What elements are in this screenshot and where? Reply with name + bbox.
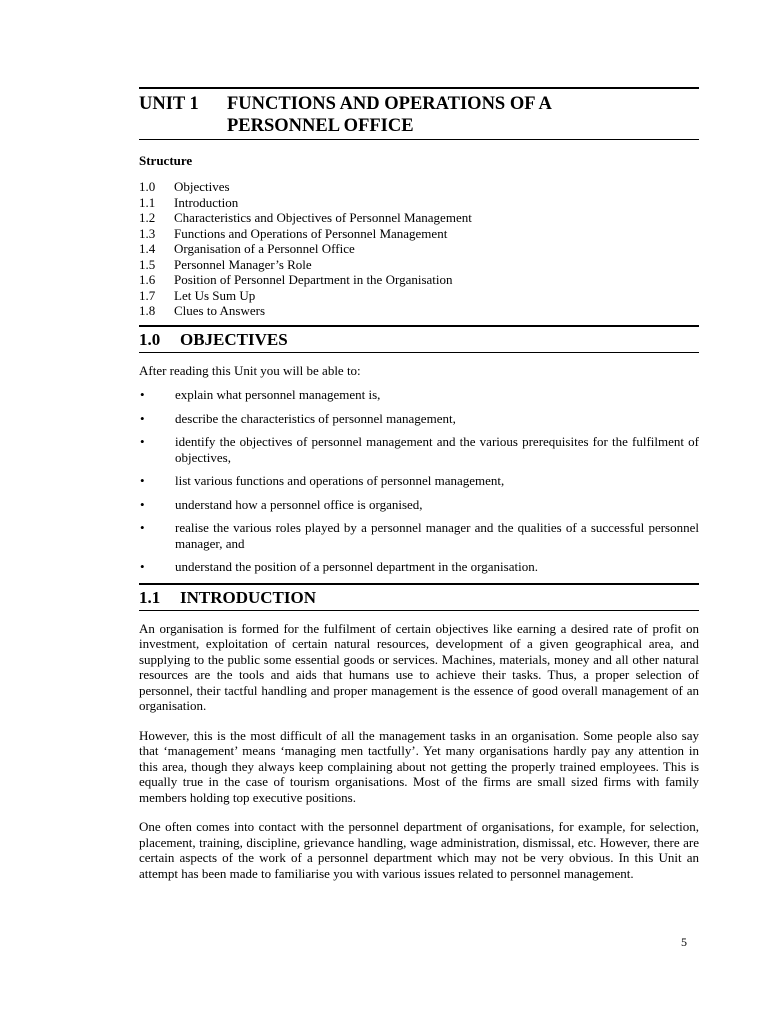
- structure-item: [139, 272, 699, 288]
- structure-item-number: 1.5: [139, 256, 156, 272]
- structure-item: [139, 241, 699, 257]
- unit-title-line-1: FUNCTIONS AND OPERATIONS OF A: [227, 94, 552, 114]
- objective-text: describe the characteristics of personnel management,: [175, 410, 456, 426]
- unit-bottom-rule: [139, 139, 699, 140]
- bullet-icon: •: [140, 520, 145, 535]
- structure-item-number: 1.4: [139, 241, 156, 256]
- structure-list: [139, 179, 699, 319]
- introduction-number: 1.1: [139, 587, 161, 607]
- objective-text: explain what personnel management is,: [175, 387, 381, 402]
- bullet-icon: •: [140, 559, 145, 574]
- structure-item-label: Position of Personnel Department in the Organisation: [174, 272, 453, 287]
- unit-heading: [139, 89, 699, 139]
- structure-item-label: Introduction: [174, 194, 239, 210]
- objectives-title: OBJECTIVES: [180, 329, 288, 349]
- objective-text: realise the various roles played by a personnel manager and the qualities of a successful personnel manager, and: [175, 520, 699, 551]
- structure-item: [139, 210, 699, 226]
- objective-item: [139, 434, 699, 465]
- structure-item-number: 1.1: [139, 194, 156, 210]
- structure-item-label: Objectives: [174, 179, 230, 194]
- objective-item: [139, 473, 699, 489]
- bullet-icon: •: [140, 410, 145, 426]
- structure-item: [139, 303, 699, 319]
- bullet-icon: •: [140, 387, 145, 402]
- objective-item: [139, 497, 699, 513]
- structure-item-number: 1.7: [139, 287, 156, 303]
- structure-item: [139, 195, 699, 211]
- objective-item: [139, 387, 699, 403]
- bullet-icon: •: [140, 473, 145, 488]
- introduction-heading: [139, 585, 699, 610]
- unit-title-line-2: PERSONNEL OFFICE: [227, 116, 414, 136]
- introduction-paragraph: An organisation is formed for the fulfilment of certain objectives like earning a desired rate of profit on investment, exploitation of certain natural resources, development of a given geographical area, and supplying to the public some essential goods or services. Machines, materials, money and all other natural resources are the tools and aids that humans use to achieve their tasks. Thus, a proper selection of personnel, their tactful handling and proper management is the essence of good overall management of an organisation.: [139, 620, 699, 713]
- objective-item: [139, 411, 699, 427]
- document-page: [139, 87, 699, 881]
- introduction-paragraph: However, this is the most difficult of all the management tasks in an organisation. Some people also say that ‘management’ means ‘managing men tactfully’. Yet many organisations hardly pay any attention in this area, though they always keep complaining about not getting the properly trained employees. This is equally true in the case of tourism organisations. Most of the firms are small sized firms with family members holding top executive positions.: [139, 727, 699, 805]
- unit-title: [227, 93, 699, 137]
- structure-item-label: Clues to Answers: [174, 303, 265, 318]
- structure-item-label: Let Us Sum Up: [174, 287, 256, 303]
- unit-number: UNIT 1: [139, 94, 199, 114]
- structure-item-number: 1.8: [139, 303, 156, 318]
- objective-text: understand how a personnel office is organised,: [175, 496, 423, 512]
- structure-item-number: 1.3: [139, 225, 156, 241]
- introduction-bottom-rule: [139, 610, 699, 611]
- objective-text: understand the position of a personnel department in the organisation.: [175, 559, 538, 574]
- bullet-icon: •: [140, 496, 145, 512]
- objective-text: identify the objectives of personnel management and the various prerequisites for the fulfilment of objectives,: [175, 434, 699, 465]
- structure-item: [139, 226, 699, 242]
- objectives-intro: After reading this Unit you will be able to:: [139, 362, 361, 378]
- structure-item: [139, 257, 699, 273]
- introduction-title: INTRODUCTION: [180, 587, 317, 607]
- objectives-heading: [139, 327, 699, 352]
- structure-item-number: 1.2: [139, 210, 156, 225]
- page-number: 5: [681, 935, 687, 949]
- objectives-list: [139, 387, 699, 575]
- structure-item-label: Personnel Manager’s Role: [174, 256, 312, 272]
- structure-item: [139, 179, 699, 195]
- objective-text: list various functions and operations of personnel management,: [175, 473, 505, 488]
- objective-item: [139, 559, 699, 575]
- objectives-number: 1.0: [139, 329, 161, 349]
- introduction-paragraph: One often comes into contact with the personnel department of organisations, for example, for selection, placement, training, discipline, grievance handling, wage administration, dismissal, etc. However, there are certain aspects of the work of a personnel department which may not be very obvious. In this Unit an attempt has been made to familiarise you with various issues related to personnel management.: [139, 819, 699, 881]
- structure-item-number: 1.0: [139, 179, 156, 194]
- structure-item: [139, 288, 699, 304]
- structure-item-label: Organisation of a Personnel Office: [174, 241, 355, 256]
- bullet-icon: •: [140, 434, 145, 449]
- objectives-bottom-rule: [139, 352, 699, 353]
- objective-item: [139, 520, 699, 551]
- structure-heading: Structure: [139, 153, 193, 168]
- structure-item-label: Characteristics and Objectives of Personnel Management: [174, 210, 472, 225]
- structure-item-number: 1.6: [139, 272, 156, 287]
- structure-item-label: Functions and Operations of Personnel Management: [174, 225, 448, 241]
